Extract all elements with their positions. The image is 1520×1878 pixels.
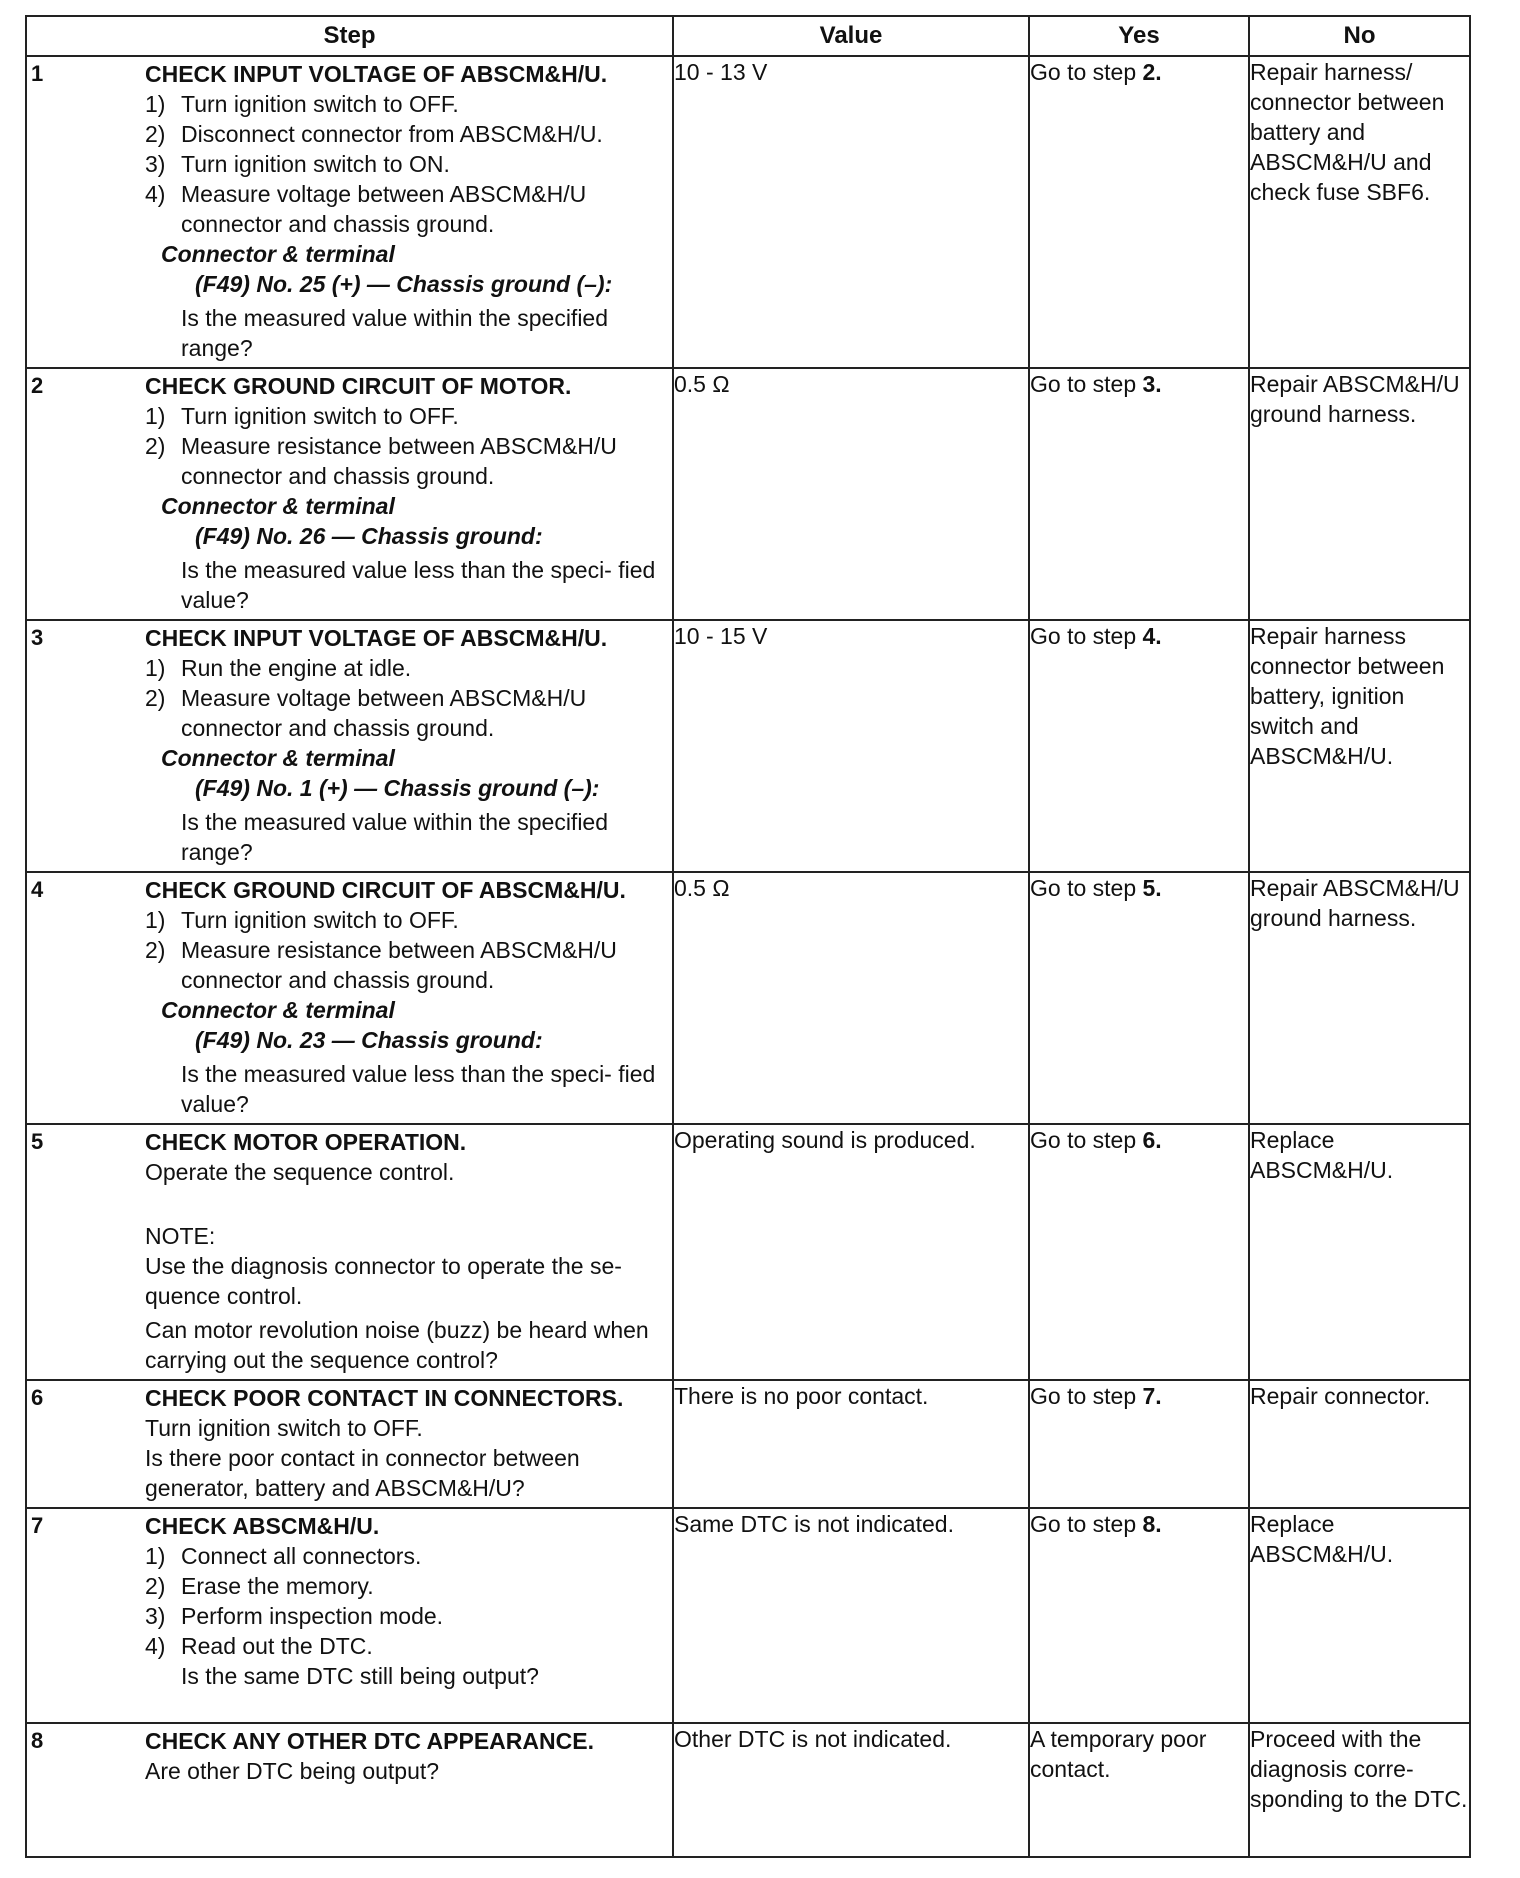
connector-terminal: (F49) No. 26 — Chassis ground: — [195, 523, 543, 549]
table-row — [26, 1124, 1470, 1380]
yes-step-ref: 6. — [1142, 1127, 1162, 1153]
value-cell: Operating sound is produced. — [673, 1124, 1029, 1380]
table-row — [26, 1380, 1470, 1508]
header-step: Step — [26, 16, 673, 56]
value-cell: 0.5 Ω — [673, 872, 1029, 1124]
yes-cell: Go to step 8. — [1029, 1508, 1249, 1723]
connector-heading: Connector & terminal — [161, 241, 395, 267]
instruction-item: 2) Measure resistance between ABSCM&H/U connector and chassis ground. — [145, 433, 617, 489]
yes-step-ref: 8. — [1142, 1511, 1162, 1537]
instruction-item: 1) Turn ignition switch to OFF. — [145, 403, 459, 429]
step-question: Is the measured value less than the speci- fied value? — [181, 1061, 656, 1117]
instruction-item: 2) Measure resistance between ABSCM&H/U connector and chassis ground. — [145, 937, 617, 993]
step-question: Is the measured value within the specified range? — [181, 809, 609, 865]
connector-terminal: (F49) No. 23 — Chassis ground: — [195, 1027, 543, 1053]
step-title: CHECK ABSCM&H/U. — [145, 1513, 380, 1539]
instruction-list — [145, 1541, 668, 1661]
table-row — [26, 872, 1470, 1124]
step-question: Is there poor contact in connector between generator, battery and ABSCM&H/U? — [145, 1445, 580, 1501]
step-question: Is the same DTC still being output? — [181, 1663, 539, 1689]
instruction-item: 1) Run the engine at idle. — [145, 655, 412, 681]
instruction-item: 3) Perform inspection mode. — [145, 1603, 444, 1629]
yes-cell: Go to step 6. — [1029, 1124, 1249, 1380]
no-cell: Repair harness connector between battery, ignition switch and ABSCM&H/U. — [1249, 620, 1470, 872]
yes-cell: A temporary poor contact. — [1029, 1723, 1249, 1857]
step-title: CHECK GROUND CIRCUIT OF ABSCM&H/U. — [145, 877, 626, 903]
step-number: 5 — [31, 1129, 44, 1154]
step-title: CHECK GROUND CIRCUIT OF MOTOR. — [145, 373, 572, 399]
step-number: 1 — [31, 61, 44, 86]
table-row — [26, 620, 1470, 872]
no-cell: Replace ABSCM&H/U. — [1249, 1124, 1470, 1380]
step-instruction: Turn ignition switch to OFF. — [145, 1415, 423, 1441]
header-yes: Yes — [1029, 16, 1249, 56]
instruction-item: 2) Measure voltage between ABSCM&H/U connector and chassis ground. — [145, 685, 587, 741]
step-number: 7 — [31, 1513, 44, 1538]
step-question: Are other DTC being output? — [145, 1758, 440, 1784]
table-row — [26, 368, 1470, 620]
instruction-list — [145, 89, 668, 239]
step-cell — [26, 1508, 673, 1723]
connector-heading: Connector & terminal — [161, 493, 395, 519]
no-cell: Proceed with the diagnosis corre- sponding to the DTC. — [1249, 1723, 1470, 1857]
yes-step-ref: 2. — [1142, 59, 1162, 85]
step-number: 3 — [31, 625, 44, 650]
diagnostic-table — [25, 15, 1471, 1858]
step-question: Can motor revolution noise (buzz) be heard when carrying out the sequence control? — [145, 1317, 649, 1373]
table-row — [26, 1723, 1470, 1857]
step-number: 6 — [31, 1385, 44, 1410]
instruction-item: 2) Disconnect connector from ABSCM&H/U. — [145, 121, 603, 147]
step-number: 4 — [31, 877, 44, 902]
instruction-item: 3) Turn ignition switch to ON. — [145, 151, 450, 177]
connector-terminal: (F49) No. 1 (+) — Chassis ground (–): — [195, 775, 600, 801]
step-cell — [26, 872, 673, 1124]
yes-cell: Go to step 3. — [1029, 368, 1249, 620]
note-text: Use the diagnosis connector to operate the se- quence control. — [145, 1253, 622, 1309]
yes-step-ref: 7. — [1142, 1383, 1162, 1409]
step-cell — [26, 1380, 673, 1508]
no-cell: Repair connector. — [1249, 1380, 1470, 1508]
step-cell — [26, 1723, 673, 1857]
step-title: CHECK ANY OTHER DTC APPEARANCE. — [145, 1728, 594, 1754]
no-cell: Repair ABSCM&H/U ground harness. — [1249, 368, 1470, 620]
value-cell: Other DTC is not indicated. — [673, 1723, 1029, 1857]
yes-step-ref: 4. — [1142, 623, 1162, 649]
step-number: 2 — [31, 373, 44, 398]
value-cell: There is no poor contact. — [673, 1380, 1029, 1508]
instruction-list — [145, 653, 668, 743]
instruction-list — [145, 905, 668, 995]
header-value: Value — [673, 16, 1029, 56]
connector-terminal: (F49) No. 25 (+) — Chassis ground (–): — [195, 271, 613, 297]
value-cell: 0.5 Ω — [673, 368, 1029, 620]
no-cell: Repair harness/ connector between battery and ABSCM&H/U and check fuse SBF6. — [1249, 56, 1470, 368]
yes-cell: Go to step 7. — [1029, 1380, 1249, 1508]
step-cell — [26, 56, 673, 368]
step-cell — [26, 1124, 673, 1380]
step-title: CHECK INPUT VOLTAGE OF ABSCM&H/U. — [145, 61, 608, 87]
step-number: 8 — [31, 1728, 44, 1753]
value-cell: 10 - 15 V — [673, 620, 1029, 872]
instruction-item: 1) Connect all connectors. — [145, 1543, 422, 1569]
step-cell — [26, 368, 673, 620]
table-row — [26, 56, 1470, 368]
table-row — [26, 1508, 1470, 1723]
header-no: No — [1249, 16, 1470, 56]
yes-cell: Go to step 4. — [1029, 620, 1249, 872]
step-question: Is the measured value less than the speci- fied value? — [181, 557, 656, 613]
instruction-item: 1) Turn ignition switch to OFF. — [145, 91, 459, 117]
instruction-item: 4) Read out the DTC. — [145, 1633, 373, 1659]
instruction-item: 1) Turn ignition switch to OFF. — [145, 907, 459, 933]
yes-step-ref: 5. — [1142, 875, 1162, 901]
instruction-item: 4) Measure voltage between ABSCM&H/U connector and chassis ground. — [145, 181, 587, 237]
instruction-list — [145, 401, 668, 491]
header-row — [26, 16, 1470, 56]
value-cell: 10 - 13 V — [673, 56, 1029, 368]
step-title: CHECK POOR CONTACT IN CONNECTORS. — [145, 1385, 624, 1411]
step-instruction: Operate the sequence control. — [145, 1159, 455, 1185]
step-cell — [26, 620, 673, 872]
connector-heading: Connector & terminal — [161, 997, 395, 1023]
no-cell: Repair ABSCM&H/U ground harness. — [1249, 872, 1470, 1124]
step-title: CHECK MOTOR OPERATION. — [145, 1129, 467, 1155]
yes-step-ref: 3. — [1142, 371, 1162, 397]
yes-cell: Go to step 2. — [1029, 56, 1249, 368]
note-label: NOTE: — [145, 1223, 216, 1249]
instruction-item: 2) Erase the memory. — [145, 1573, 374, 1599]
connector-heading: Connector & terminal — [161, 745, 395, 771]
yes-cell: Go to step 5. — [1029, 872, 1249, 1124]
no-cell: Replace ABSCM&H/U. — [1249, 1508, 1470, 1723]
value-cell: Same DTC is not indicated. — [673, 1508, 1029, 1723]
step-question: Is the measured value within the specified range? — [181, 305, 609, 361]
step-title: CHECK INPUT VOLTAGE OF ABSCM&H/U. — [145, 625, 608, 651]
